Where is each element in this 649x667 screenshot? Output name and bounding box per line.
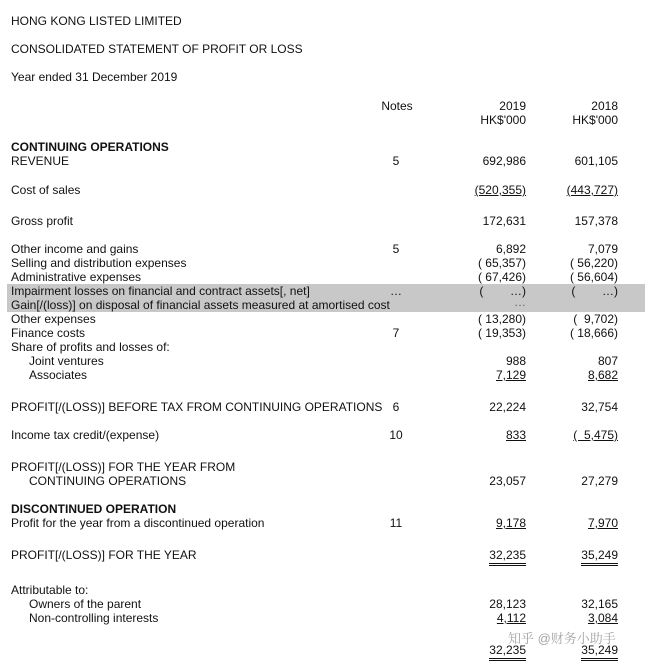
row-value-2018: 35,249	[581, 548, 618, 566]
row-value-2018: ( 5,475)	[573, 428, 618, 442]
row-value-2018: (443,727)	[566, 183, 618, 197]
row-value-2019: 23,057	[489, 474, 526, 488]
row-value-2018: 32,165	[581, 597, 618, 611]
statement-title: CONSOLIDATED STATEMENT OF PROFIT OR LOSS	[11, 42, 303, 56]
notes-column-header: Notes	[381, 99, 413, 113]
row-value-2019: ( 65,357)	[477, 256, 526, 270]
row-value-2019: 692,986	[482, 154, 526, 168]
year1-unit: HK$'000	[480, 113, 526, 127]
row-value-2018: 32,754	[581, 400, 618, 414]
row-value-2019: (520,355)	[474, 183, 526, 197]
statement-period: Year ended 31 December 2019	[11, 70, 178, 84]
year2-unit: HK$'000	[572, 113, 618, 127]
row-label: Non-controlling interests	[29, 611, 159, 625]
year1-header: 2019	[499, 99, 526, 113]
row-label: Gain[/(loss)] on disposal of financial assets measured at amortised cost	[11, 298, 390, 312]
section-heading: CONTINUING OPERATIONS	[11, 140, 169, 154]
row-value-2018: 7,970	[587, 516, 618, 530]
row-note: 10	[389, 428, 403, 442]
row-value-2018: 157,378	[574, 214, 618, 228]
row-value-2019: 4,112	[496, 611, 526, 625]
row-label: Attributable to:	[11, 583, 89, 597]
row-label: Income tax credit/(expense)	[11, 428, 160, 442]
row-label: PROFIT[/(LOSS)] BEFORE TAX FROM CONTINUING OPERATIONS	[11, 400, 383, 414]
row-value-2019: 833	[505, 428, 526, 442]
row-value-2019: 172,631	[482, 214, 526, 228]
row-label: Finance costs	[11, 326, 86, 340]
company-name: HONG KONG LISTED LIMITED	[11, 14, 182, 28]
row-value-2019: ( 13,280)	[477, 312, 526, 326]
row-label: Profit for the year from a discontinued operation	[11, 516, 265, 530]
row-note: 11	[389, 516, 403, 530]
row-value-2019: 32,235	[489, 548, 526, 566]
row-label: Impairment losses on financial and contract assets[, net]	[11, 284, 310, 298]
row-note: …	[390, 284, 402, 298]
year2-header: 2018	[591, 99, 618, 113]
row-label: Owners of the parent	[29, 597, 142, 611]
row-value-2019: ( …)	[479, 284, 526, 298]
row-label: Administrative expenses	[11, 270, 142, 284]
row-value-2019: 28,123	[489, 597, 526, 611]
row-note: 7	[392, 326, 400, 340]
row-value-2018: 8,682	[587, 368, 618, 382]
row-value-2019: 988	[505, 354, 526, 368]
row-value-2018: ( 18,666)	[569, 326, 618, 340]
row-note: 5	[392, 154, 400, 168]
row-value-2018: ( 56,604)	[569, 270, 618, 284]
row-value-2018: 601,105	[574, 154, 618, 168]
row-note: 5	[392, 242, 400, 256]
row-label: Selling and distribution expenses	[11, 256, 187, 270]
section-heading: DISCONTINUED OPERATION	[11, 502, 177, 516]
row-value-2018: ( 9,702)	[573, 312, 618, 326]
row-label: Other expenses	[11, 312, 96, 326]
row-label: Associates	[29, 368, 88, 382]
row-label: Cost of sales	[11, 183, 81, 197]
row-value-2018: 27,279	[581, 474, 618, 488]
row-value-2018: ( 56,220)	[569, 256, 618, 270]
row-label: Gross profit	[11, 214, 74, 228]
row-value-2019: 6,892	[495, 242, 526, 256]
row-value-2019: ( 19,353)	[477, 326, 526, 340]
row-value-2018: 35,249	[581, 643, 618, 661]
row-value-2019: …	[514, 295, 526, 309]
row-value-2018: 807	[597, 354, 618, 368]
row-label: Other income and gains	[11, 242, 139, 256]
row-value-2018: 7,079	[587, 242, 618, 256]
row-note: 6	[392, 400, 400, 414]
row-label: Share of profits and losses of:	[11, 340, 170, 354]
row-value-2019: ( 67,426)	[477, 270, 526, 284]
row-value-2019: 9,178	[495, 516, 526, 530]
row-value-2018: 3,084	[587, 611, 618, 625]
row-value-2019: 7,129	[495, 368, 526, 382]
row-label: PROFIT[/(LOSS)] FOR THE YEAR FROM	[11, 460, 236, 474]
watermark: 知乎 @财务小助手	[508, 631, 616, 646]
row-label: Joint ventures	[29, 354, 104, 368]
row-label: PROFIT[/(LOSS)] FOR THE YEAR	[11, 548, 197, 562]
row-label-continued: CONTINUING OPERATIONS	[29, 474, 187, 488]
row-value-2018: ( …)	[571, 284, 618, 298]
row-value-2019: 22,224	[489, 400, 526, 414]
row-label: REVENUE	[11, 154, 70, 168]
row-value-2019: 32,235	[489, 643, 526, 661]
